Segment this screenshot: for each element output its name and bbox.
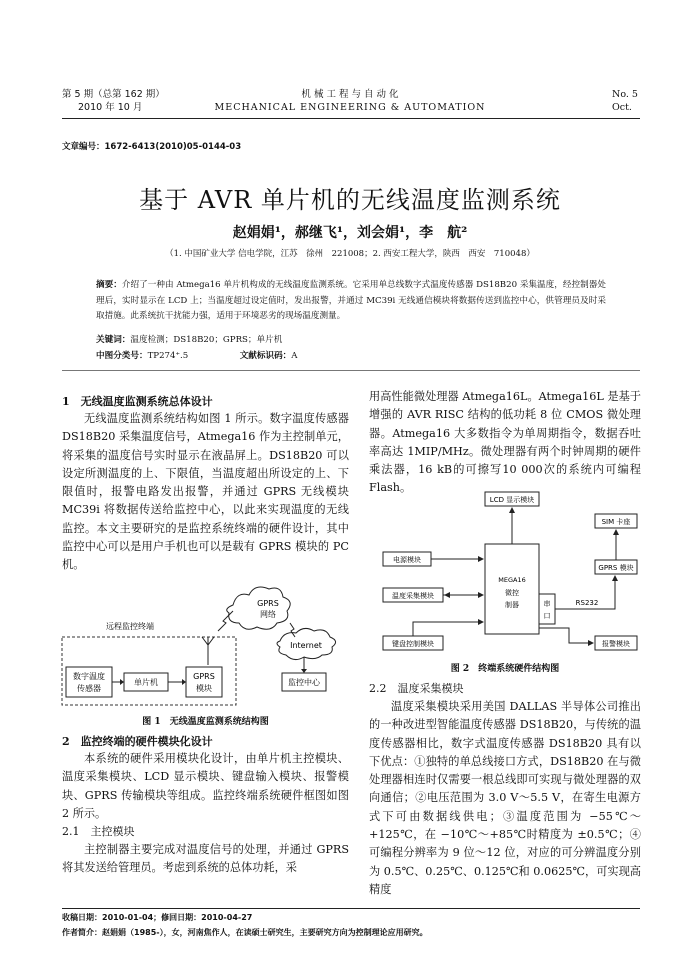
journal-name-en: MECHANICAL ENGINEERING & AUTOMATION (214, 102, 486, 113)
keywords-label: 关键词： (96, 335, 131, 345)
keywords (96, 333, 282, 345)
temp-module-label: 温度采集模块 (392, 592, 434, 600)
section-2-1-paragraph: 主控制器主要完成对温度信号的处理，并通过 GPRS 将其发送给管理员。考虑到系统的总体功耗，采 (62, 843, 349, 875)
issue-month: Oct. (612, 102, 632, 113)
power-module-label: 电源模块 (393, 556, 421, 564)
section-1-paragraph: 无线温度监测系统结构如图 1 所示。数字温度传感器 DS18B20 采集温度信号，Atmega16 作为主控制单元，将采集的温度信号实时显示在液晶屏上。DS18B20 可以设定所测温度的上、下限值，当温度超出所设定的上、下限值时，报警电路发出报警，并通过 GPRS 无线模块 MC39i 将数据传送给监控中心，以此来实现温度的无线监控。本文主要研究的是监控系统终端的硬件设计，其中监控中心可以是用户手机也可以是载有 GPRS 模块的 PC 机。 (62, 412, 349, 572)
monitor-center-label: 监控中心 (288, 678, 320, 687)
sensor-label-line1: 数字温度 (73, 672, 105, 681)
gprs-module-label-line1: GPRS (193, 672, 215, 681)
section-1-heading: 1 无线温度监测系统总体设计 (62, 395, 213, 408)
journal-name-cn: 机 械 工 程 与 自 动 化 (301, 89, 399, 100)
mcu-label: 单片机 (134, 678, 158, 687)
section-2-heading: 2 监控终端的硬件模块化设计 (62, 735, 213, 748)
mega16-title: MEGA16 (498, 576, 526, 584)
rs232-label: RS232 (575, 599, 599, 607)
gprs-module-label: GPRS 模块 (598, 564, 634, 572)
affiliation: （1. 中国矿业大学 信电学院，江苏 徐州 221008；2. 西安工程大学，陕西 西安 710048） (165, 249, 535, 259)
figure-2 (369, 478, 641, 658)
doc-code-value: A (291, 351, 298, 361)
arrow-keyboard (413, 622, 483, 636)
gprs-network-cloud (227, 587, 290, 629)
footer-rule (62, 908, 640, 909)
mega16-label-line1: 微控 (505, 589, 519, 597)
section-2-1-heading: 2.1 主控模块 (62, 825, 135, 838)
received-dates: 收稿日期：2010-01-04；修回日期：2010-04-27 (62, 913, 253, 922)
mega16-label-line2: 制器 (505, 601, 519, 609)
lcd-module-label: LCD 显示模块 (489, 496, 535, 504)
figure-2-diagram (369, 478, 641, 658)
section-2-2-paragraph: 温度采集模块采用美国 DALLAS 半导体公司推出的一种改进型智能温度传感器 DS18B20，与传统的温度传感器相比，数字式温度传感器 DS18B20 具有以下优点：①独特的单总线接口方式，DS18B20 在与微处理器相连时仅需要一根总线即可实现与微处理器的双向通信；②电压范围为 3.0 V～5.5 V，在寄生电源方式下可由数据线供电；③温度范围为 −55℃～+125℃，在 −10℃～+85℃时精度为 ±0.5℃；④可编程分辨率为 9 位～12 位，对应的可分辨温度分别为 0.5℃、0.25℃、0.125℃和 0.0625℃，可实现高精度 (369, 700, 641, 896)
keyboard-module-label: 键盘控制模块 (392, 640, 434, 648)
figure-1-diagram (58, 585, 358, 713)
author-bio: 作者简介：赵娟娟（1985-），女，河南焦作人，在读硕士研究生，主要研究方向为控制理论应用研究。 (62, 928, 428, 937)
clc-label: 中图分类号： (96, 351, 148, 361)
keywords-text: 温度检测；DS18B20；GPRS；单片机 (130, 335, 283, 345)
alarm-module-label: 报警模块 (602, 640, 630, 648)
remote-terminal-label: 远程监控终端 (106, 622, 154, 631)
issue-number: 第 5 期（总第 162 期） (62, 89, 165, 100)
figure-2-caption: 图 2 终端系统硬件结构图 (450, 664, 560, 674)
section-2-1-continued: 用高性能微处理器 Atmega16L。Atmega16L 是基于增强的 AVR RISC 结构的低功耗 8 位 CMOS 微处理器。Atmega16 大多数指令为单周期指令，数据吞吐率高达 1MIP/MHz。微处理器有两个时钟周期的硬件乘法器，16 kB的可擦写10 000次的系统内可编程 Flash。 (369, 390, 641, 495)
section-2-paragraph: 本系统的硬件采用模块化设计，由单片机主控模块、温度采集模块、LCD 显示模块、键盘输入模块、报警模块、GPRS 传输模块等组成。监控终端系统硬件框图如图 2 所示。 (62, 752, 349, 820)
authors: 赵娟娟¹，郝继飞¹，刘会娟¹，李 航² (232, 225, 468, 241)
abstract-text: 介绍了一种由 Atmega16 单片机构成的无线温度监测系统。它采用单总线数字式温度传感器 DS18B20 采集温度，经控制器处理后，实时显示在 LCD 上；当温度超过设定值时，发出报警，并通过 MC39i 无线通信模块将数据传送到监控中心，供管理员及时采取措施。此系统抗干扰能力强，适用于环境恶劣的现场温度测量。 (96, 280, 606, 321)
doc-code-label: 文献标识码： (239, 351, 292, 361)
gprs-network-label-line2: 网络 (260, 610, 276, 619)
section-2-2-heading: 2.2 温度采集模块 (369, 682, 464, 695)
header-rule (62, 118, 640, 119)
serial-port-label-line2: 口 (543, 612, 551, 620)
internet-label: Internet (290, 641, 322, 650)
figure-1 (58, 585, 358, 713)
abstract (96, 278, 606, 325)
arrow-alarm (539, 628, 593, 643)
issue-date: 2010 年 10 月 (78, 102, 143, 113)
paper-title: 基于 AVR 单片机的无线温度监测系统 (139, 186, 561, 214)
issue-no: No. 5 (612, 89, 638, 100)
abstract-label: 摘要： (96, 280, 122, 290)
clc-value: TP274⁺.5 (147, 351, 189, 361)
serial-port-label-line1: 串 (543, 600, 551, 608)
classification (96, 349, 298, 361)
article-number: 文章编号：1672-6413(2010)05-0144-03 (62, 142, 242, 152)
gprs-module-label-line2: 模块 (196, 684, 212, 693)
sim-card-label: SIM 卡座 (601, 518, 631, 526)
figure-1-caption: 图 1 无线温度监测系统结构图 (142, 717, 269, 727)
gprs-network-label-line1: GPRS (257, 599, 279, 608)
abstract-rule (62, 370, 640, 371)
sensor-label-line2: 传感器 (77, 684, 101, 693)
